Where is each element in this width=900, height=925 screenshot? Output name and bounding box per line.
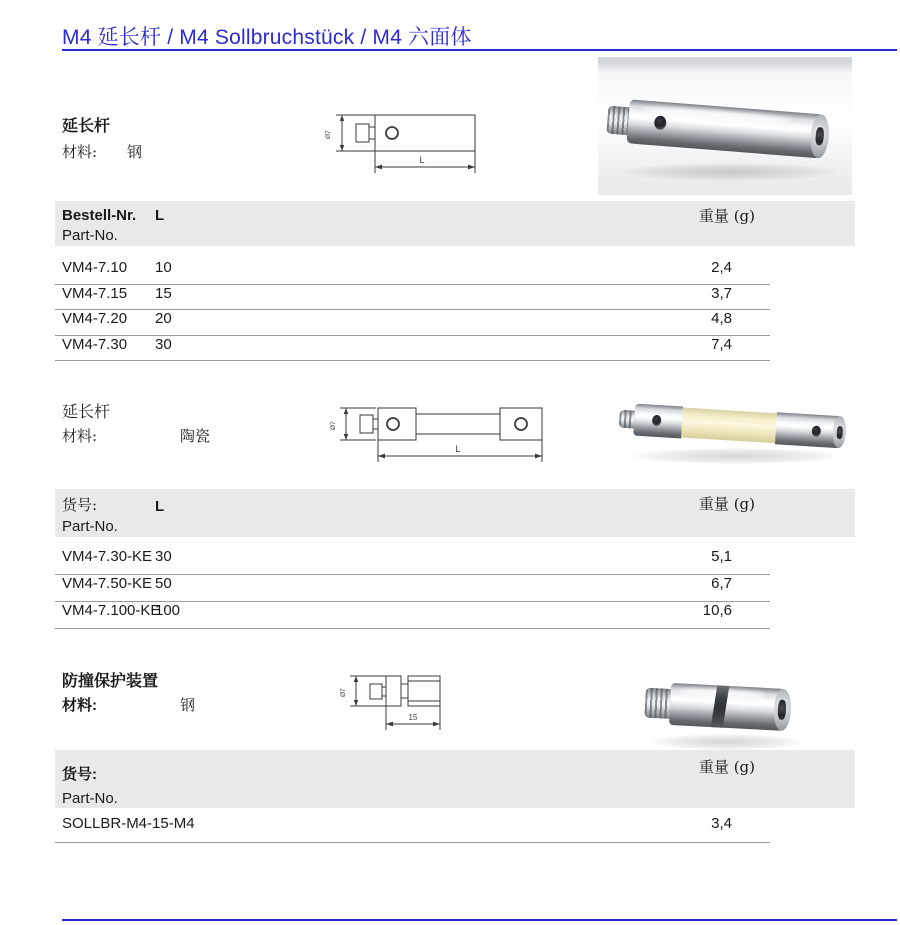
table2-length-label: L xyxy=(155,498,165,515)
part-no: VM4-7.20 xyxy=(62,310,128,327)
part-no: VM4-7.30 xyxy=(62,335,128,353)
table2-order-label: 货号: xyxy=(62,496,98,514)
table1-length-label: L xyxy=(155,207,165,224)
weight-value: 4,8 xyxy=(711,310,732,327)
table-row xyxy=(55,310,770,336)
table3-rows xyxy=(55,815,770,843)
length-value: 30 xyxy=(155,548,172,565)
steel-rod-render xyxy=(627,99,828,158)
page-title: M4 延长杆 / M4 Sollbruchstück / M4 六面体 xyxy=(62,26,472,49)
weight-value: 10,6 xyxy=(702,602,732,619)
adapter-render xyxy=(669,683,789,731)
table1-rows xyxy=(55,259,770,361)
title-underline xyxy=(62,49,897,51)
section2-material-label: 材料: xyxy=(62,427,98,445)
technical-drawing-break-protection xyxy=(336,656,481,740)
rod-hex-socket xyxy=(815,127,824,146)
dim-label-diameter: Ø7 xyxy=(340,688,347,697)
length-value: 15 xyxy=(155,284,172,302)
table-row xyxy=(55,285,770,311)
part-no: VM4-7.100-KE xyxy=(62,602,161,619)
part-no: VM4-7.15 xyxy=(62,284,128,302)
dim-label-length: L xyxy=(455,444,461,454)
table-row xyxy=(55,575,770,602)
product-photo-break-protection xyxy=(628,646,832,760)
product-photo-ceramic-rod xyxy=(618,386,856,474)
table2-header xyxy=(55,489,855,537)
table-row xyxy=(55,602,770,629)
part-no: VM4-7.10 xyxy=(62,259,128,276)
table1-part-label: Part-No. xyxy=(62,227,118,244)
photo-shadow xyxy=(652,734,802,750)
dim-label-diameter: Ø7 xyxy=(325,130,332,139)
technical-drawing-steel-rod xyxy=(320,103,485,181)
table3-order-label: 货号: xyxy=(62,766,97,783)
table2-weight-label: 重量 (g) xyxy=(698,495,755,513)
weight-value: 3,4 xyxy=(711,815,732,832)
length-value: 10 xyxy=(155,259,172,276)
weight-value: 3,7 xyxy=(711,284,732,302)
photo-shadow xyxy=(634,448,838,464)
weight-value: 2,4 xyxy=(711,259,732,276)
rod-side-hole xyxy=(811,425,821,437)
table-row xyxy=(55,259,770,285)
table1-header xyxy=(55,201,855,246)
photo-shadow xyxy=(624,163,836,181)
dim-label-length: L xyxy=(419,155,425,165)
table2-rows xyxy=(55,548,770,629)
technical-drawing-ceramic-rod xyxy=(330,396,555,468)
table3-part-label: Part-No. xyxy=(62,790,118,807)
product-photo-steel-rod xyxy=(598,57,852,195)
dim-label-diameter: Ø7 xyxy=(330,421,337,430)
dim-label-length: 15 xyxy=(408,713,418,722)
part-no: VM4-7.30-KE xyxy=(62,548,153,565)
table-row xyxy=(55,548,770,575)
table3-header xyxy=(55,750,855,808)
table-row xyxy=(55,815,770,843)
footer-rule xyxy=(62,919,897,921)
part-no: SOLLBR-M4-15-M4 xyxy=(62,815,195,832)
section2-heading: 延长杆 xyxy=(62,402,111,421)
table1-weight-label: 重量 (g) xyxy=(698,207,755,225)
part-no: VM4-7.50-KE xyxy=(62,575,153,592)
rod-ceramic-middle xyxy=(681,408,777,444)
section3-material-value: 钢 xyxy=(180,696,196,714)
length-value: 100 xyxy=(155,602,181,619)
rod-side-hole xyxy=(652,415,662,427)
section2-material-value: 陶瓷 xyxy=(180,427,211,445)
rod-end-face xyxy=(832,416,847,449)
adapter-end-face xyxy=(773,688,792,731)
table-row xyxy=(55,336,770,362)
weight-value: 5,1 xyxy=(711,548,732,565)
adapter-threaded-hole xyxy=(777,700,786,720)
rod-hex-socket xyxy=(836,426,843,439)
table1-order-label: Bestell-Nr. xyxy=(62,207,137,224)
weight-value: 6,7 xyxy=(711,575,732,592)
section3-material-label: 材料: xyxy=(62,697,97,714)
weight-value: 7,4 xyxy=(711,335,732,353)
table3-weight-label: 重量 (g) xyxy=(698,758,755,776)
length-value: 50 xyxy=(155,575,172,592)
rod-metal-collar-left xyxy=(633,404,683,439)
rod-metal-collar-right xyxy=(775,412,845,448)
table2-part-label: Part-No. xyxy=(62,518,118,535)
ceramic-rod-render xyxy=(633,404,845,449)
section3-heading: 防撞保护装置 xyxy=(62,673,159,690)
section1-material-label: 材料: xyxy=(62,143,98,161)
section1-material-value: 钢 xyxy=(127,143,143,161)
length-value: 20 xyxy=(155,310,172,327)
section1-heading: 延长杆 xyxy=(62,118,111,135)
length-value: 30 xyxy=(155,335,172,353)
